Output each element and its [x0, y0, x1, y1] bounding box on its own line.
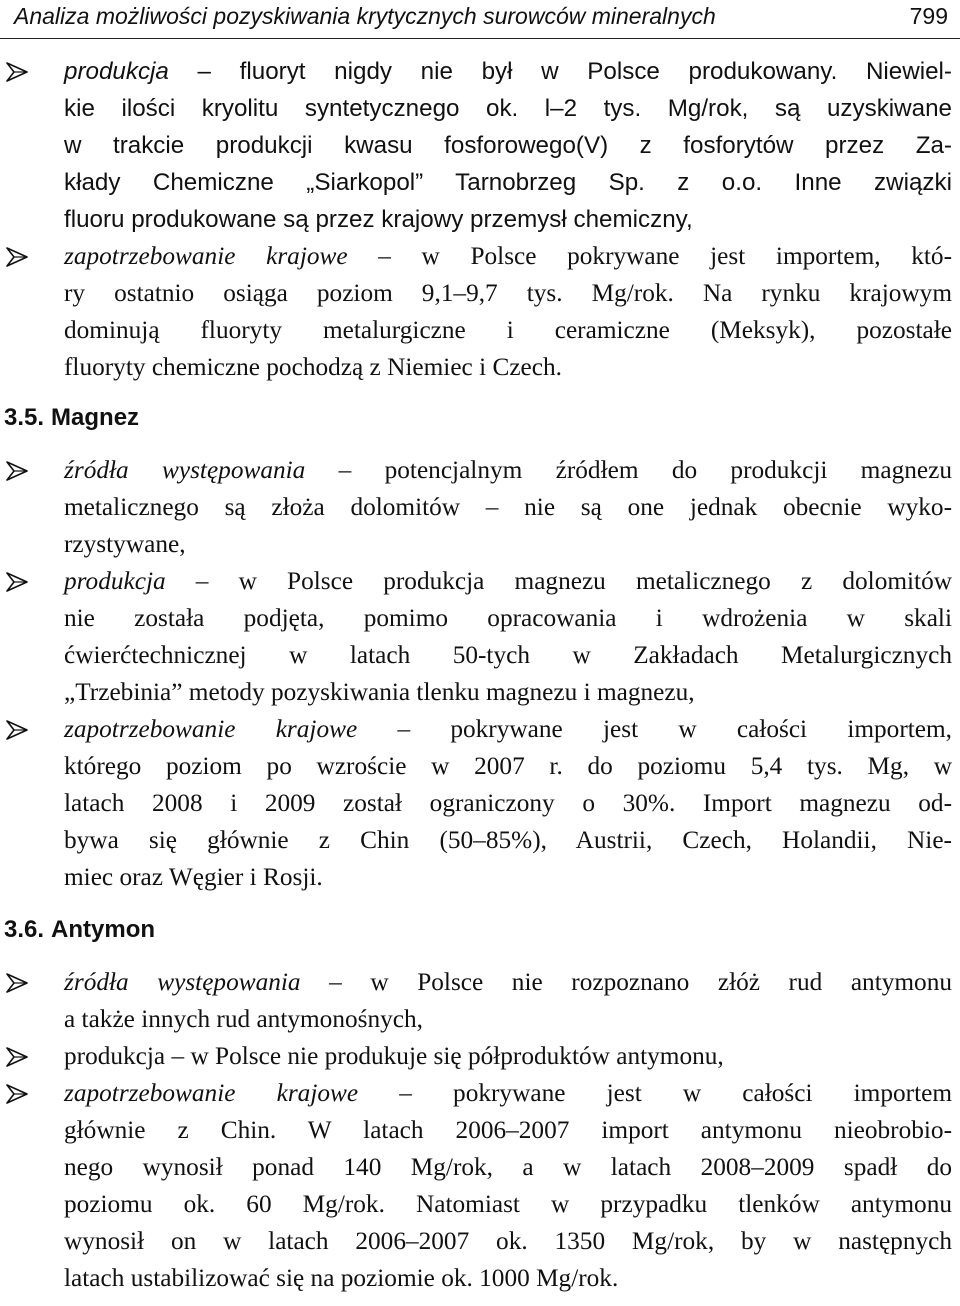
text-line: metalicznego są złoża dolomitów – nie są one jednak obecnie wyko-	[64, 493, 952, 521]
list-item-antymon-sources	[0, 964, 960, 1038]
list-item-magnez-production	[0, 563, 960, 711]
text-line: produkcja – fluoryt nigdy nie był w Polsce produkowany. Niewiel-	[64, 58, 952, 85]
term-label: zapotrzebowanie krajowe	[64, 242, 348, 270]
text-line: latach 2008 i 2009 został ograniczony o 30%. Import magnezu od-	[64, 789, 952, 817]
text-line: dominują fluoryty metalurgiczne i ceramiczne (Meksyk), pozostałe	[64, 316, 952, 344]
list-item-fluor-production	[0, 53, 960, 238]
section-title: Antymon	[51, 916, 156, 943]
text-line: ćwierćtechnicznej w latach 50-tych w Zakładach Metalurgicznych	[64, 641, 952, 669]
running-header-title: Analiza możliwości pozyskiwania krytycznych surowców mineralnych	[14, 3, 716, 29]
arrowhead-bullet-icon	[6, 1084, 28, 1104]
text-line: a także innych rud antymonośnych,	[64, 1005, 423, 1033]
text-line: którego poziom po wzroście w 2007 r. do poziomu 5,4 tys. Mg, w	[64, 752, 952, 780]
arrowhead-bullet-icon	[6, 62, 28, 82]
arrowhead-bullet-icon	[6, 1047, 28, 1067]
text-line: kłady Chemiczne „Siarkopol” Tarnobrzeg Sp. z o.o. Inne związki	[64, 169, 952, 196]
text-line: miec oraz Węgier i Rosji.	[64, 863, 323, 891]
text-line: w trakcie produkcji kwasu fosforowego(V) z fosforytów przez Za-	[64, 132, 952, 159]
page-number: 799	[909, 3, 948, 29]
term-label: źródła występowania	[64, 968, 301, 996]
text-line: nie została podjęta, pomimo opracowania i wdrożenia w skali	[64, 604, 952, 632]
section-number: 3.6.	[4, 916, 45, 943]
text-line: zapotrzebowanie krajowe – w Polsce pokrywane jest importem, któ-	[64, 242, 952, 270]
text-line: wynosił on w latach 2006–2007 ok. 1350 Mg/rok, by w następnych	[64, 1227, 952, 1255]
text-line: głównie z Chin. W latach 2006–2007 import antymonu nieobrobio-	[64, 1116, 952, 1144]
list-item-magnez-sources	[0, 452, 960, 563]
text-line: nego wynosił ponad 140 Mg/rok, a w latach 2008–2009 spadł do	[64, 1153, 952, 1181]
text-line: „Trzebinia” metody pozyskiwania tlenku magnezu i magnezu,	[64, 678, 695, 706]
text-line: bywa się głównie z Chin (50–85%), Austrii, Czech, Holandii, Nie-	[64, 826, 952, 854]
text-line: ry ostatnio osiąga poziom 9,1–9,7 tys. Mg/rok. Na rynku krajowym	[64, 279, 952, 307]
text-line: latach ustabilizować się na poziomie ok. 1000 Mg/rok.	[64, 1264, 619, 1292]
section-number: 3.5.	[4, 404, 45, 431]
section-title: Magnez	[51, 404, 140, 431]
text-line: fluoryty chemiczne pochodzą z Niemiec i Czech.	[64, 353, 562, 381]
page-body	[0, 53, 960, 1297]
text-line: rzystywane,	[64, 530, 186, 558]
term-label: zapotrzebowanie krajowe	[64, 1079, 359, 1107]
section-heading-antymon	[0, 911, 960, 948]
text-line: produkcja – w Polsce nie produkuje się półproduktów antymonu,	[64, 1042, 724, 1070]
term-label: produkcja	[64, 567, 166, 595]
text-line: kie ilości kryolitu syntetycznego ok. l–2 tys. Mg/rok, są uzyskiwane	[64, 95, 952, 122]
arrowhead-bullet-icon	[6, 720, 28, 740]
text-line: produkcja – w Polsce produkcja magnezu metalicznego z dolomitów	[64, 567, 952, 595]
list-item-magnez-demand	[0, 711, 960, 896]
text-line: poziomu ok. 60 Mg/rok. Natomiast w przypadku tlenków antymonu	[64, 1190, 952, 1218]
text-line: zapotrzebowanie krajowe – pokrywane jest w całości importem,	[64, 715, 953, 743]
term-label: produkcja	[64, 58, 169, 85]
text-line: zapotrzebowanie krajowe – pokrywane jest w całości importem	[64, 1079, 953, 1107]
term-label: źródła występowania	[64, 456, 306, 484]
text-line: źródła występowania – potencjalnym źródłem do produkcji magnezu	[64, 456, 952, 484]
term-label: zapotrzebowanie krajowe	[64, 715, 358, 743]
arrowhead-bullet-icon	[6, 247, 28, 267]
list-item-fluor-demand	[0, 238, 960, 386]
list-item-antymon-demand	[0, 1075, 960, 1297]
running-header	[0, 0, 960, 39]
text-line: źródła występowania – w Polsce nie rozpoznano złóż rud antymonu	[64, 968, 952, 996]
arrowhead-bullet-icon	[6, 973, 28, 993]
text-line: fluoru produkowane są przez krajowy przemysł chemiczny,	[64, 206, 693, 233]
section-heading-magnez	[0, 399, 960, 436]
list-item-antymon-production	[0, 1038, 960, 1075]
arrowhead-bullet-icon	[6, 461, 28, 481]
arrowhead-bullet-icon	[6, 572, 28, 592]
